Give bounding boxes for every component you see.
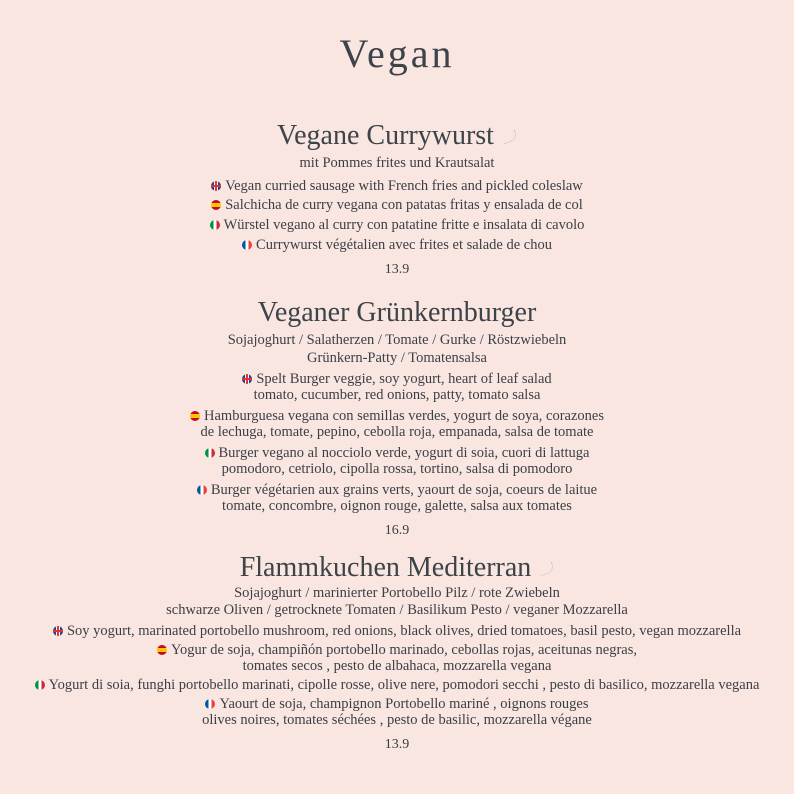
italy-flag-icon (205, 448, 215, 458)
france-flag-icon (242, 240, 252, 250)
spain-flag-icon (157, 645, 167, 655)
italy-flag-icon (210, 220, 220, 230)
spain-flag-icon (190, 411, 200, 421)
dish-price: 13.9 (384, 737, 410, 752)
translation-fr: Currywurst végétalien avec frites et salade de chou (0, 237, 794, 253)
dish-flammkuchen-mediterran (0, 552, 794, 754)
translation-it: Burger vegano al nocciolo verde, yogurt di soia, cuori di lattuga (0, 445, 794, 461)
translation-fr: Burger végétarien aux grains verts, yaourt de soja, coeurs de laitue (0, 482, 794, 498)
translation-es: Yogur de soja, champiñón portobello marinado, cebollas rojas, aceitunas negras, (0, 642, 794, 658)
translation-en: Vegan curried sausage with French fries and pickled coleslaw (0, 177, 794, 196)
translation-it: Yogurt di soia, funghi portobello marinati, cipolle rosse, olive nere, pomodori secchi , pesto di basilico, mozzarella vegana (0, 677, 794, 693)
translation-fr: Yaourt de soja, champignon Portobello mariné , oignons rouges (0, 696, 794, 712)
translation-it-cont: pomodoro, cetriolo, cipolla rossa, tortino, salsa di pomodoro (221, 461, 573, 477)
translation-en-cont: tomato, cucumber, red onions, patty, tomato salsa (253, 387, 541, 403)
dish-title: Vegane Currywurst (0, 120, 794, 152)
dish-description: mit Pommes frites und Krautsalat (299, 155, 495, 171)
dish-vegane-currywurst (0, 120, 794, 279)
dish-description: schwarze Oliven / getrocknete Tomaten / Basilikum Pesto / veganer Mozzarella (166, 602, 628, 618)
leaf-icon (538, 562, 556, 577)
dish-description: Grünkern-Patty / Tomatensalsa (307, 350, 487, 366)
dish-price: 16.9 (384, 523, 410, 538)
italy-flag-icon (35, 680, 45, 690)
dish-description: Sojajoghurt / marinierter Portobello Pilz / rote Zwiebeln (234, 585, 560, 601)
translation-en: Soy yogurt, marinated portobello mushroom, red onions, black olives, dried tomatoes, basil pesto, vegan mozzarella (0, 623, 794, 639)
translation-en: Spelt Burger veggie, soy yogurt, heart of leaf salad (0, 371, 794, 387)
translation-fr-cont: tomate, concombre, oignon rouge, galette, salsa aux tomates (222, 498, 572, 514)
translation-es-cont: tomates secos , pesto de albahaca, mozzarella vegana (242, 658, 552, 674)
translation-fr-cont: olives noires, tomates séchées , pesto de basilic, mozzarella végane (202, 712, 592, 728)
leaf-icon (501, 130, 519, 145)
dish-description: Sojajoghurt / Salatherzen / Tomate / Gurke / Röstzwiebeln (227, 332, 567, 348)
dish-title: Veganer Grünkernburger (257, 297, 537, 328)
france-flag-icon (205, 699, 215, 709)
france-flag-icon (197, 485, 207, 495)
translation-es: Hamburguesa vegana con semillas verdes, yogurt de soya, corazones (0, 408, 794, 424)
translation-it: Würstel vegano al curry con patatine fritte e insalata di cavolo (0, 217, 794, 233)
uk-flag-icon (242, 374, 252, 384)
dish-veganer-gruenkernburger (0, 297, 794, 540)
dish-title: Flammkuchen Mediterran (0, 552, 794, 584)
translation-es: Salchicha de curry vegana con patatas fritas y ensalada de col (0, 197, 794, 213)
uk-flag-icon (211, 181, 221, 191)
translation-es-cont: de lechuga, tomate, pepino, cebolla roja, empanada, salsa de tomate (200, 424, 594, 440)
uk-flag-icon (53, 626, 63, 636)
spain-flag-icon (211, 200, 221, 210)
dish-price: 13.9 (384, 262, 410, 277)
page-title: Vegan (339, 31, 455, 76)
